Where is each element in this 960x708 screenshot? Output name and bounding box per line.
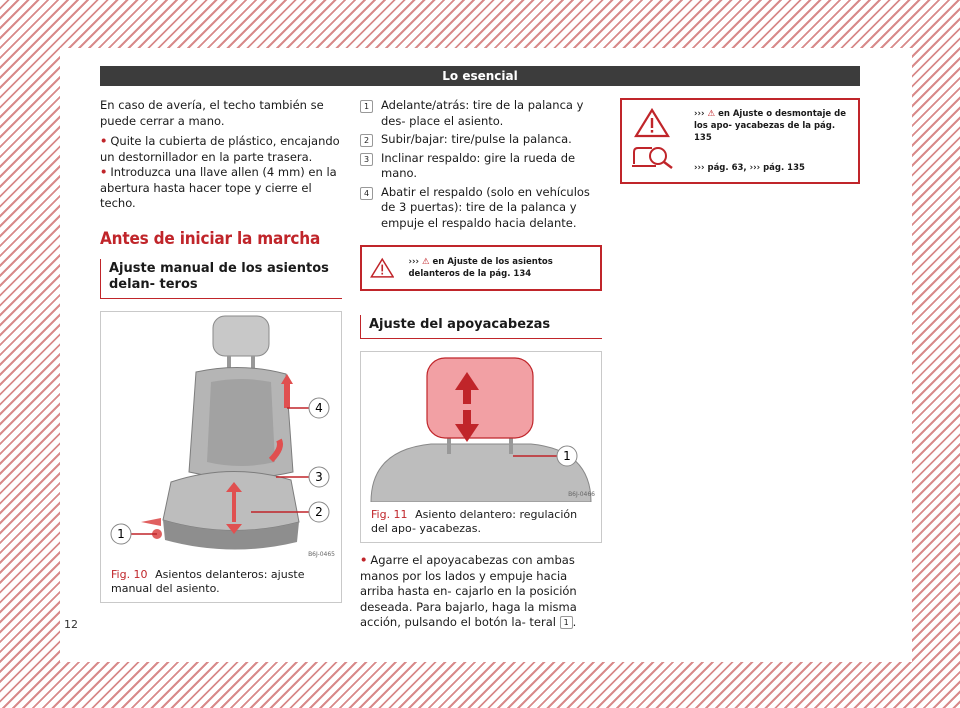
figure-code: B6J-0466	[568, 491, 595, 498]
section-header	[100, 66, 860, 86]
svg-text:3: 3	[315, 470, 323, 484]
chapter-heading: Antes de iniciar la marcha	[100, 228, 321, 249]
svg-text:4: 4	[315, 401, 323, 415]
number-badge: 4	[360, 187, 373, 200]
bullet-text: Quite la cubierta de plástico, encajando un destornillador en la parte trasera.	[100, 134, 340, 164]
callout-1	[557, 446, 577, 466]
number-badge: 3	[360, 153, 373, 166]
warning-reference[interactable]: en Ajuste o desmontaje de los apo- yacabezas de la pág. 135	[694, 109, 846, 143]
svg-text:2: 2	[315, 505, 323, 519]
reference-arrows: ›››	[694, 163, 705, 173]
callout-1	[111, 524, 131, 544]
warning-icons	[630, 108, 674, 170]
section-subheading: Ajuste manual de los asientos delan- teros	[100, 259, 342, 299]
bullet-text: Agarre el apoyacabezas con ambas manos por los lados y empuje hacia arriba hasta en- cajarlo en la posición deseada. Para bajarlo, haga la misma acción, pulsando el botón la- teral	[360, 553, 577, 629]
reference-arrows: ›››	[694, 109, 705, 119]
reference-arrows: ›››	[749, 163, 761, 173]
list-item-text: Abatir el respaldo (solo en vehículos de 3 puertas): tire de la palanca y empuje el respaldo hacia delante.	[381, 184, 590, 230]
warning-box	[620, 98, 860, 184]
page-number: 12	[64, 618, 78, 631]
reference-arrows: ›››	[408, 257, 419, 267]
list-item-text: Inclinar respaldo: gire la rueda de mano.	[381, 150, 576, 180]
figure-label: Fig. 10	[111, 568, 148, 581]
svg-text:1: 1	[563, 449, 571, 463]
bullet-text: Introduzca una llave allen (4 mm) en la abertura hasta hacer tope y cierre el techo.	[100, 165, 337, 210]
warning-line-1	[694, 108, 850, 144]
column-right	[620, 98, 860, 184]
warning-line-2	[694, 162, 850, 174]
bullet-text-end: .	[572, 615, 577, 629]
list-item	[360, 185, 602, 232]
warning-triangle-icon	[634, 108, 670, 138]
svg-text:1: 1	[117, 527, 125, 541]
number-badge: 1	[360, 100, 373, 113]
inline-number-badge: 1	[560, 616, 573, 629]
headrest-illustration	[361, 352, 601, 502]
figure-caption-text: Asientos delanteros: ajuste manual del asiento.	[111, 568, 305, 595]
warning-small-icon: ⚠	[421, 257, 430, 267]
section-subheading: Ajuste del apoyacabezas	[360, 315, 602, 339]
vehicle-damage-icon	[630, 144, 674, 170]
bullet-item	[100, 165, 342, 212]
bullet-icon: •	[360, 553, 368, 567]
figure-label: Fig. 11	[371, 508, 408, 521]
figure-caption	[101, 562, 341, 602]
list-item-text: Adelante/atrás: tire de la palanca y des- place el asiento.	[381, 98, 584, 128]
warning-triangle-icon	[370, 253, 394, 283]
section-title: Lo esencial	[442, 69, 518, 83]
bullet-item	[100, 134, 342, 165]
column-middle	[360, 98, 602, 631]
warning-text	[408, 256, 592, 280]
figure-seat	[100, 311, 342, 603]
warning-reference[interactable]: en Ajuste de los asientos delanteros de la pág. 134	[408, 257, 553, 279]
bullet-icon: •	[100, 165, 108, 179]
list-item	[360, 151, 602, 182]
page-reference-63[interactable]: pág. 63,	[707, 163, 747, 173]
figure-headrest	[360, 351, 602, 543]
list-item	[360, 98, 602, 129]
figure-code: B6J-0465	[308, 551, 335, 558]
bullet-item	[360, 553, 602, 631]
callout-2	[309, 502, 329, 522]
callout-4	[309, 398, 329, 418]
figure-caption	[361, 502, 601, 542]
number-badge: 2	[360, 134, 373, 147]
intro-paragraph: En caso de avería, el techo también se puede cerrar a mano.	[100, 98, 324, 128]
warning-small-icon: ⚠	[707, 109, 716, 119]
list-item-text: Subir/bajar: tire/pulse la palanca.	[381, 132, 572, 146]
callout-3	[309, 467, 329, 487]
numbered-list	[360, 98, 602, 231]
column-left	[100, 98, 342, 603]
bullet-icon: •	[100, 134, 108, 148]
list-item	[360, 132, 602, 148]
figure-caption-text: Asiento delantero: regulación del apo- yacabezas.	[371, 508, 578, 535]
warning-box	[360, 245, 602, 291]
warning-text	[694, 108, 850, 174]
page-reference-135[interactable]: pág. 135	[763, 163, 805, 173]
seat-illustration	[101, 312, 341, 562]
